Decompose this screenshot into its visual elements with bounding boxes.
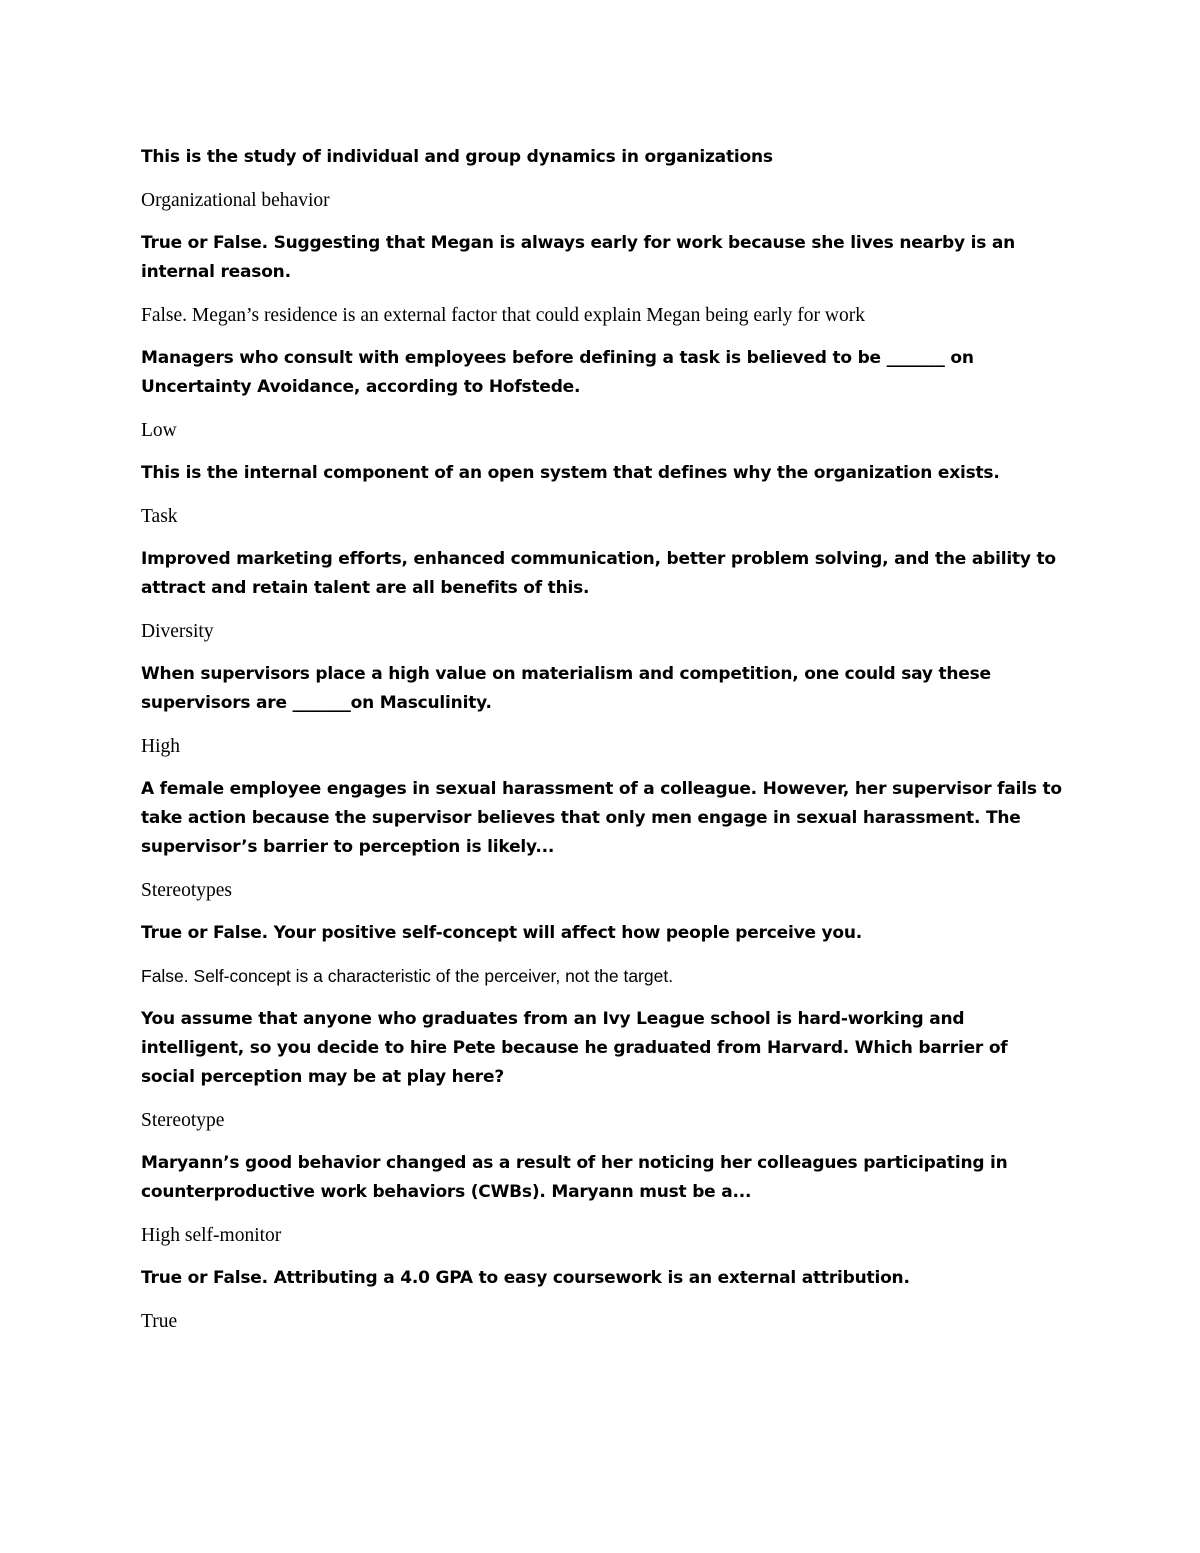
answer-6: High: [141, 736, 180, 757]
answer-2: False. Megan’s residence is an external factor that could explain Megan being early for work: [141, 305, 865, 326]
question-4: This is the internal component of an open system that defines why the organization exists.: [141, 463, 1000, 483]
answer-8: False. Self-concept is a characteristic of the perceiver, not the target.: [141, 966, 674, 986]
document-body: [141, 143, 1066, 1350]
question-6: When supervisors place a high value on materialism and competition, one could say these supervisors are _______on Masculinity.: [141, 664, 991, 713]
question-11: True or False. Attributing a 4.0 GPA to easy coursework is an external attribution.: [141, 1268, 910, 1288]
answer-9: Stereotype: [141, 1110, 225, 1131]
question-8: True or False. Your positive self-concept will affect how people perceive you.: [141, 923, 863, 943]
answer-11: True: [141, 1311, 178, 1332]
question-3: Managers who consult with employees before defining a task is believed to be _______ on Uncertainty Avoidance, according to Hofstede.: [141, 348, 974, 397]
answer-1: Organizational behavior: [141, 190, 330, 211]
answer-4: Task: [141, 506, 178, 527]
question-9: You assume that anyone who graduates from an Ivy League school is hard-working and intelligent, so you decide to hire Pete because he graduated from Harvard. Which barrier of social perception may be at play here?: [141, 1009, 1008, 1087]
question-7: A female employee engages in sexual harassment of a colleague. However, her supervisor fails to take action because the supervisor believes that only men engage in sexual harassment. The supervisor’s barrier to perception is likely...: [141, 779, 1062, 857]
question-10: Maryann’s good behavior changed as a result of her noticing her colleagues participating in counterproductive work behaviors (CWBs). Maryann must be a...: [141, 1153, 1008, 1202]
answer-10: High self-monitor: [141, 1225, 282, 1246]
answer-7: Stereotypes: [141, 880, 232, 901]
question-1: This is the study of individual and group dynamics in organizations: [141, 147, 773, 167]
answer-5: Diversity: [141, 621, 214, 642]
question-5: Improved marketing efforts, enhanced communication, better problem solving, and the ability to attract and retain talent are all benefits of this.: [141, 549, 1056, 598]
answer-3: Low: [141, 420, 177, 441]
question-2: True or False. Suggesting that Megan is always early for work because she lives nearby is an internal reason.: [141, 233, 1016, 282]
